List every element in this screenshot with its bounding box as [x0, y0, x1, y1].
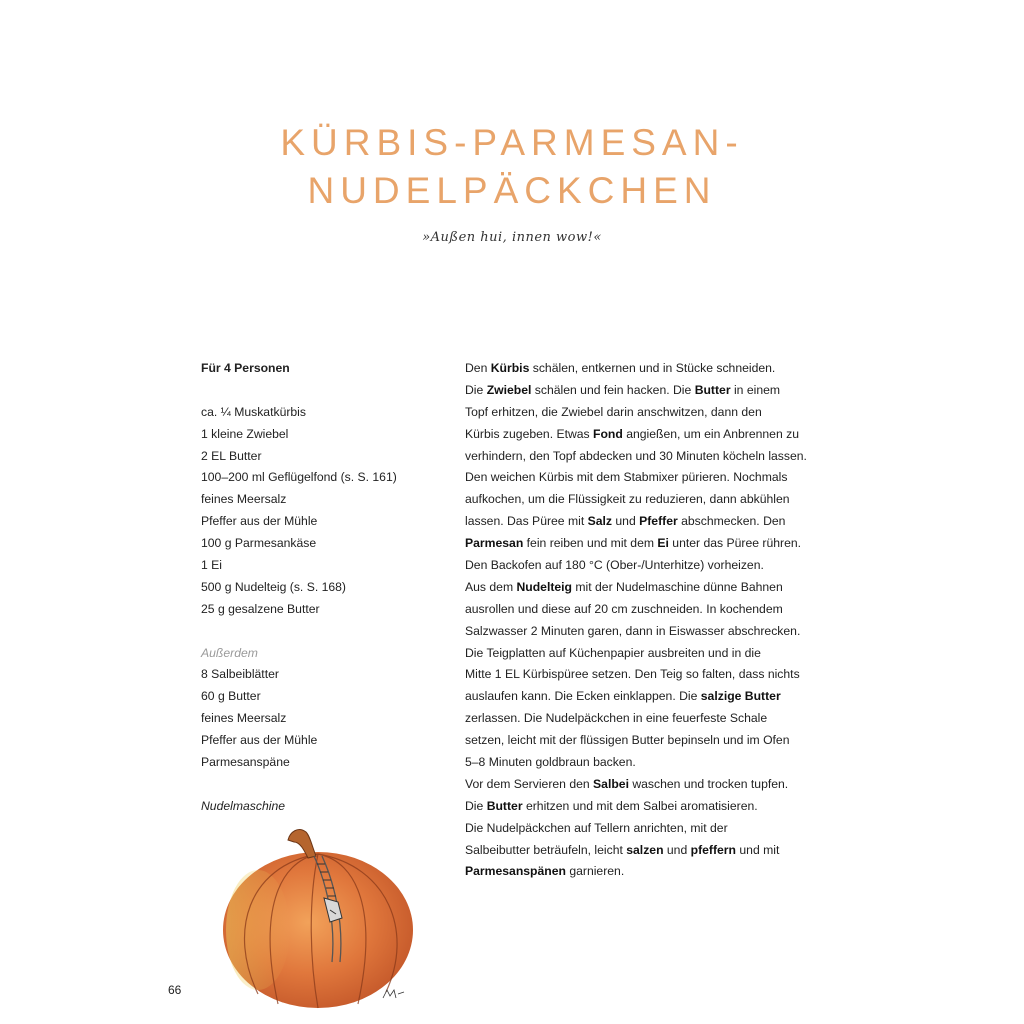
method-column — [465, 358, 835, 883]
method-text: Den Backofen auf 180 °C (Ober-/Unterhitze) vorheizen. — [465, 558, 764, 573]
method-text: Die Nudelpäckchen auf Tellern anrichten, mit der — [465, 820, 728, 835]
method-line — [465, 774, 835, 796]
method-text: Vor dem Servieren den — [465, 776, 594, 791]
recipe-tagline: »Außen hui, innen wow!« — [422, 230, 602, 245]
method-highlight-ingredient: Ei — [657, 536, 669, 551]
ingredient-item: Pfeffer aus der Mühle — [201, 514, 318, 529]
ingredients-column — [201, 358, 441, 818]
ingredient-item: ca. ¼ Muskatkürbis — [201, 404, 306, 419]
method-line — [465, 840, 835, 862]
method-line — [465, 467, 835, 489]
method-highlight-ingredient: Butter — [486, 798, 523, 813]
method-text: erhitzen und mit dem Salbei aromatisieren. — [522, 798, 758, 813]
method-highlight-ingredient: Kürbis — [490, 361, 530, 375]
method-text: angießen, um ein Anbrennen zu — [622, 426, 799, 441]
method-line — [465, 686, 835, 708]
method-text: aufkochen, um die Flüssigkeit zu reduzieren, dann abkühlen — [465, 492, 790, 507]
ingredient-item: feines Meersalz — [201, 492, 287, 507]
method-text: fein reiben und mit dem — [523, 536, 658, 551]
method-line — [465, 599, 835, 621]
method-text: und — [663, 842, 691, 857]
method-line — [465, 708, 835, 730]
method-text: Den — [465, 361, 491, 375]
method-text: Topf erhitzen, die Zwiebel darin anschwitzen, dann den — [465, 404, 762, 419]
extra-ingredients-heading: Außerdem — [201, 645, 258, 660]
method-highlight-ingredient: Pfeffer — [639, 514, 678, 529]
method-line — [465, 446, 835, 468]
ingredient-item: 2 EL Butter — [201, 448, 262, 463]
method-line — [465, 358, 835, 380]
page-number: 66 — [168, 983, 182, 997]
method-text: mit der Nudelmaschine dünne Bahnen — [572, 579, 783, 594]
method-line — [465, 511, 835, 533]
spacer — [201, 380, 441, 402]
method-text: Die Teigplatten auf Küchenpapier ausbreiten und in die — [465, 645, 761, 660]
method-line — [465, 861, 835, 883]
ingredient-item: 60 g Butter — [201, 689, 261, 704]
method-line — [465, 555, 835, 577]
method-line — [465, 664, 835, 686]
method-line — [465, 489, 835, 511]
method-text: setzen, leicht mit der flüssigen Butter bepinseln und im Ofen — [465, 733, 790, 748]
equipment-note: Nudelmaschine — [201, 798, 286, 813]
method-text: Die — [465, 382, 487, 397]
method-text: Kürbis zugeben. Etwas — [465, 426, 594, 441]
method-line — [465, 818, 835, 840]
method-highlight-ingredient: salzige Butter — [700, 689, 781, 704]
method-text: Salzwasser 2 Minuten garen, dann in Eiswasser abschrecken. — [465, 623, 801, 638]
method-text: in einem — [730, 382, 781, 397]
method-text: und mit — [736, 842, 780, 857]
method-text: unter das Püree rühren. — [668, 536, 802, 551]
method-highlight-ingredient: pfeffern — [690, 842, 736, 857]
ingredient-item: Parmesanspäne — [201, 755, 290, 770]
ingredient-item: 1 kleine Zwiebel — [201, 426, 289, 441]
method-text: schälen, entkernen und in Stücke schneiden. — [529, 361, 776, 375]
method-highlight-ingredient: Parmesan — [465, 536, 524, 551]
ingredient-item: 100–200 ml Geflügelfond (s. S. 161) — [201, 470, 397, 485]
method-line — [465, 533, 835, 555]
method-text: auslaufen kann. Die Ecken einklappen. Die — [465, 689, 701, 704]
method-line — [465, 402, 835, 424]
method-line — [465, 796, 835, 818]
method-text: verhindern, den Topf abdecken und 30 Minuten köcheln lassen. — [465, 448, 807, 463]
method-highlight-ingredient: Fond — [593, 426, 623, 441]
method-text: schälen und fein hacken. Die — [531, 382, 695, 397]
method-highlight-ingredient: salzen — [626, 842, 664, 857]
recipe-title-line-1: KÜRBIS-PARMESAN- — [280, 122, 744, 163]
method-line — [465, 730, 835, 752]
ingredient-list-main — [201, 402, 441, 621]
servings-heading: Für 4 Personen — [201, 361, 290, 375]
method-text: und — [612, 514, 640, 529]
method-text: Aus dem — [465, 579, 517, 594]
method-text: Salbeibutter beträufeln, leicht — [465, 842, 627, 857]
method-text: Mitte 1 EL Kürbispüree setzen. Den Teig so falten, dass nichts — [465, 667, 800, 682]
method-highlight-ingredient: Salz — [587, 514, 612, 529]
ingredient-item: feines Meersalz — [201, 711, 287, 726]
method-line — [465, 424, 835, 446]
method-line — [465, 752, 835, 774]
method-highlight-ingredient: Nudelteig — [516, 579, 573, 594]
method-highlight-ingredient: Zwiebel — [486, 382, 532, 397]
ingredient-item: 500 g Nudelteig (s. S. 168) — [201, 579, 346, 594]
method-highlight-ingredient: Salbei — [593, 776, 629, 791]
method-text: Den weichen Kürbis mit dem Stabmixer pürieren. Nochmals — [465, 470, 788, 485]
method-highlight-ingredient: Butter — [694, 382, 731, 397]
method-line — [465, 643, 835, 665]
spacer — [201, 621, 441, 643]
method-text: lassen. Das Püree mit — [465, 514, 588, 529]
ingredient-item: Pfeffer aus der Mühle — [201, 733, 318, 748]
method-text: zerlassen. Die Nudelpäckchen in eine feuerfeste Schale — [465, 711, 768, 726]
pumpkin-with-zipper-illustration — [218, 822, 424, 1012]
method-text: abschmecken. Den — [677, 514, 786, 529]
recipe-title-line-2: NUDELPÄCKCHEN — [307, 170, 717, 211]
ingredient-list-extra — [201, 664, 441, 773]
method-text: ausrollen und diese auf 20 cm zuschneiden. In kochendem — [465, 601, 783, 616]
method-text: Die — [465, 798, 487, 813]
ingredient-item: 100 g Parmesankäse — [201, 536, 317, 551]
method-line — [465, 380, 835, 402]
method-line — [465, 577, 835, 599]
method-line — [465, 621, 835, 643]
method-text: 5–8 Minuten goldbraun backen. — [465, 755, 636, 770]
ingredient-item: 8 Salbeiblätter — [201, 667, 279, 682]
method-highlight-ingredient: Parmesanspänen — [465, 864, 566, 879]
method-text: waschen und trocken tupfen. — [628, 776, 789, 791]
spacer — [201, 774, 441, 796]
ingredient-item: 1 Ei — [201, 558, 223, 573]
ingredient-item: 25 g gesalzene Butter — [201, 601, 320, 616]
method-text: garnieren. — [565, 864, 625, 879]
